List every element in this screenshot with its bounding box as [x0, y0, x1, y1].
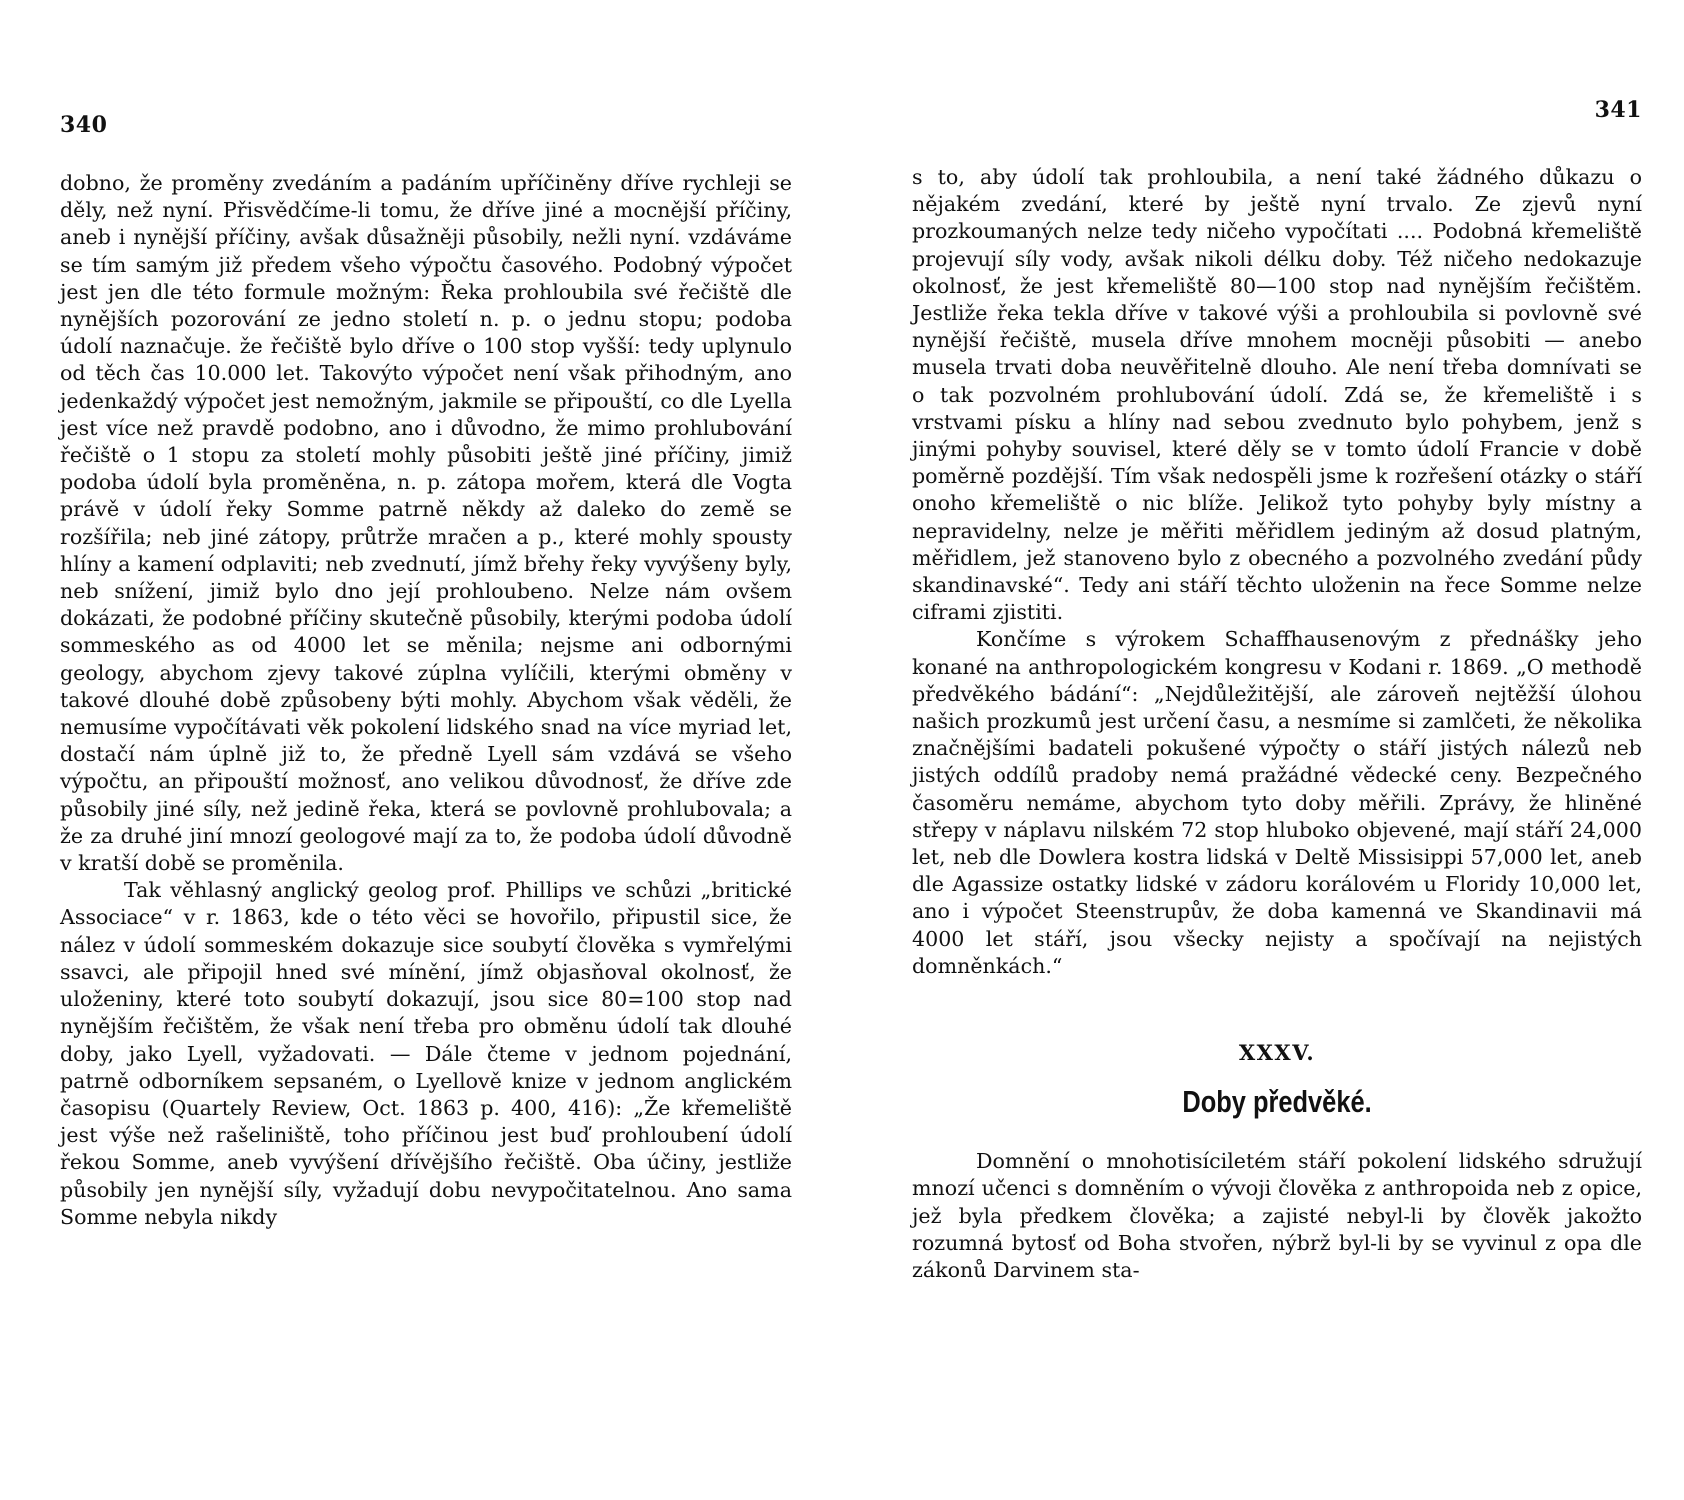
page-number-right: 341 — [1594, 97, 1642, 123]
chapter-paragraph: Domnění o mnohotisíciletém stáří pokolení lidského sdružují mnozí učenci s domněním o vývoji člověka z anthropoida neb z opice, jež byla předkem člověka; a zajisté nebyl-li by člověk jakožto rozumná bytosť od Boha stvořen, nýbrž byl-li by se vyvinul z opa dle zákonů Darvinem sta- — [912, 1149, 1642, 1282]
paragraph: dobno, že proměny zvedáním a padáním upříčiněny dříve rychleji se děly, než nyní. Přisvědčíme-li tomu, že dříve jiné a mocnější příčiny, aneb i nynější příčiny, avšak důsažněji působily, nežli nyní. vzdáváme se tím samým již předem všeho výpočtu časového. Podobný výpočet jest jen dle této formule možným: Řeka prohloubila své řečiště dle nynějších pozorování ze jedno století n. p. o jednu stopu; podoba údolí naznačuje. že řečiště bylo dříve o 100 stop vyšší: tedy uplynulo od těch čas 10.000 let. Takovýto výpočet není však přihodným, ano jedenkaždý výpočet jest nemožným, jakmile se připouští, co dle Lyella jest více než pravdě podobno, ano i důvodno, že mimo prohlubování řečiště o 1 stopu za století mohly působiti ještě jiné příčiny, jimiž podoba údolí byla proměněna, n. p. zátopa mořem, která dle Vogta právě v údolí řeky Somme patrně někdy až daleko do země se rozšířila; neb jiné zátopy, průtrže mračen a p., které mohly spousty hlíny a kamení odplaviti; neb zvednutí, jímž břehy řeky vyvýšeny byly, neb snížení, jimiž bylo dno její prohloubeno. Nelze nám ovšem dokázati, že podobné příčiny skutečně působily, kterými podoba údolí sommeského as od 4000 let se měnila; nejsme ani odbornými geology, abychom zjevy takové zúplna vylíčili, kterými obměny v takové dlouhé době způsobeny býti mohly. Abychom však věděli, že nemusíme vypočítávati věk pokolení lidského snad na více myriad let, dostačí nám úplně již to, že předně Lyell sám vzdává se všeho výpočtu, an připouští možnosť, ano velikou důvodnosť, že dříve zde působily jiné síly, než jedině řeka, která se povlovně prohlubovala; a že za druhé jiní mnozí geologové mají za to, že podoba údolí důvodně v kratší době se proměnila. — [60, 171, 792, 876]
paragraph: Končíme s výrokem Schaffhausenovým z přednášky jeho konané na anthropologickém kongresu v Kodani r. 1869. „O methodě předvěkého bádání“: „Nejdůležitější, ale zároveň nejtěžší úlohou našich prozkumů jest určení času, a nesmíme si zamlčeti, že několika značnějšími badateli pokušené výpočty o stáří jistých nálezů neb jistých oddílů pradoby nemá pražádné vědecké ceny. Bezpečného časoměru nemáme, abychom tyto doby měřili. Zprávy, že hliněné střepy v náplavu nilském 72 stop hluboko objevené, mají stáří 24,000 let, neb dle Dowlera kostra lidská v Deltě Missisippi 57,000 let, aneb dle Agassize ostatky lidské v zádoru korálovém u Floridy 10,000 let, ano i výpočet Steenstrupův, že doba kamenná ve Skandinavii má 4000 let stáří, jsou všecky nejisty a spočívají na nejistých domněnkách.“ — [912, 627, 1642, 978]
paragraph: s to, aby údolí tak prohloubila, a není také žádného důkazu o nějakém zvedání, které by ještě nyní trvalo. Ze zjevů nyní prozkoumaných nelze tedy ničeho vypočítati .... Podobná křemeliště projevují síly vody, avšak nikoli délku doby. Též ničeho nedokazuje okolnosť, že jest křemeliště 80—100 stop nad nynějším řečištěm. Jestliže řeka tekla dříve v takové výši a prohloubila si povlovně své nynější řečiště, musela dříve mnohem mocněji působiti — anebo musela trvati doba neuvěřitelně dlouho. Ale není třeba domnívati se o tak pozvolném prohlubování údolí. Zdá se, že křemeliště i s vrstvami písku a hlíny nad sebou zvednuto bylo pohybem, jenž s jinými pohyby souvisel, které děly se v tomto údolí Francie v době poměrně pozdější. Tím však nedospěli jsme k rozřešení otázky o stáří onoho křemeliště o nic blíže. Jelikož tyto pohyby byly místny a nepravidelny, nelze je měřiti měřidlem jediným až dosud platným, měřidlem, jež stanoveno bylo z obecného a pozvolného zvedání půdy skandinavské“. Tedy ani stáří těchto uloženin na řece Somme nelze ciframi zjistiti. — [912, 165, 1642, 625]
right-page-text — [912, 164, 1642, 1284]
chapter-number: XXXV. — [1238, 1040, 1316, 1066]
paragraph: Tak věhlasný anglický geolog prof. Phillips ve schůzi „britické Associace“ v r. 1863, kde o této věci se hovořilo, připustil sice, že nález v údolí sommeském dokazuje sice soubytí člověka s vymřelými ssavci, ale připojil hned své mínění, jímž objasňoval okolnosť, že uloženiny, které toto soubytí dokazují, jsou sice 80=100 stop nad nynějším řečištěm, že však není třeba pro obměnu údolí tak dlouhé doby, jako Lyell, vyžadovati. — Dále čteme v jednom pojednání, patrně odborníkem sepsaném, o Lyellově knize v jednom anglickém časopisu (Quartely Review, Oct. 1863 p. 400, 416): „Že křemeliště jest výše než rašeliniště, toho příčinou jest buď prohloubení údolí řekou Somme, aneb vyvýšení dřívějšího řečiště. Oba účiny, jestliže působily jen nynější síly, vyžadují dobu nevypočitatelnou. Ano sama Somme nebyla nikdy — [60, 878, 792, 1229]
left-page-text — [60, 170, 792, 1231]
page-number-left: 340 — [60, 112, 108, 138]
chapter-title: Doby předvěké. — [1182, 1084, 1372, 1120]
